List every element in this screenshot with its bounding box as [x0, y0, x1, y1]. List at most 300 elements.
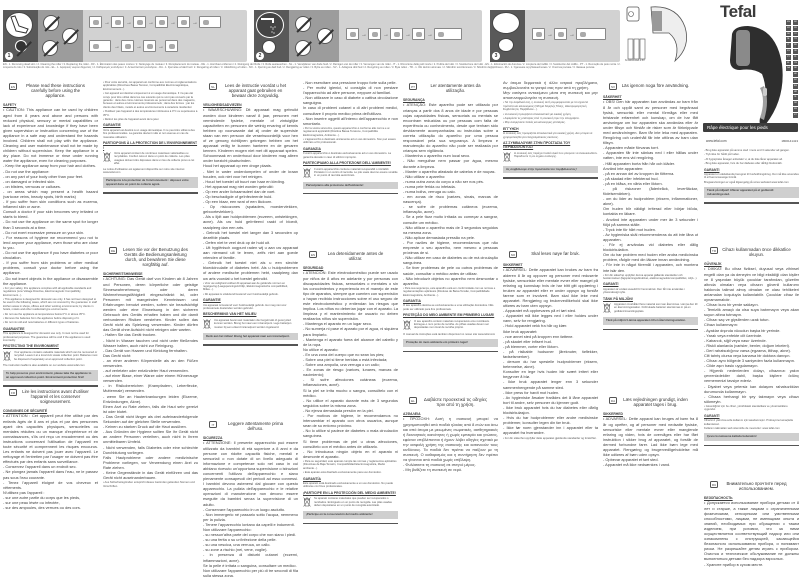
section-heading: SAFETY	[3, 103, 17, 107]
paragraph: - Conservare l'apparecchio in un luogo asciutto.	[203, 506, 286, 512]
no-damaged-skin-icon	[42, 40, 58, 56]
section-fr	[3, 386, 98, 566]
language-code-chip: HU	[794, 73, 797, 76]
paragraph: - Ne plongez jamais l'appareil dans l'eau, ne le passez pas sous l'eau courante.	[3, 469, 98, 480]
paragraph: - För inte in något föremål i apparaten, och montera inte isär den.	[603, 262, 698, 273]
paragraph: - Keine Gegenstände in das Gerät einführen und das Gerät nicht auseinanderbauen.	[103, 469, 198, 481]
appliance-diagram	[625, 3, 697, 65]
paragraph: - Μη βυθίζετε τη συσκευή σε νερό.	[403, 467, 463, 473]
language-code-chip: HR	[794, 90, 797, 93]
intro-text: Cihazı kullanmadan önce dikkatlice okuyun.	[722, 247, 791, 257]
fine-print: • Για την ασφάλειά σας, η συσκευή αυτή συμμορφώνεται με τα ισχύοντα πρότυπα και κανονισμούς (Οδηγία Χαμηλής Τάσης, Ηλεκτρομαγνητική Συμβατότητα, Περιβάλλον...).	[503, 101, 589, 112]
fine-print: • Pour votre sécurité, cet appareil est conforme aux normes et réglementations applicables (Directives Basse Tension, Compatibilité Electromagnétique, Environnement...).	[103, 81, 197, 91]
foot-icon	[5, 12, 33, 38]
section-da	[603, 394, 698, 566]
fine-print: • Voor uw veiligheid voldoet dit apparaat aan de geldende normen en regelgeving (Laagspanningsrichtlijn, Elektromagnetische compatibiliteit, Milieu...).	[203, 281, 289, 292]
language-header	[403, 397, 498, 407]
paragraph: - Hijyenik nedenlerden dolayı, cihazınızı yakın çevrenizdekiler dahil, başka kişilere ödünç vermemenizi tavsiye ederiz.	[704, 368, 799, 384]
paragraph: - sur des ampoules, des verrues ou des cors.	[3, 505, 81, 511]
language-code-chip: FR	[787, 26, 790, 29]
fine-print: - Brug ikke apparatet på samme sted i mere end 3 sekunder ad gangen.	[704, 149, 790, 152]
section-heading: SEGURIDAD	[303, 266, 324, 270]
paragraph: N'utilisez pas l'appareil :	[3, 489, 45, 495]
paragraph: - Ikke bruk apparatet lenger enn 3 sekunder sammenhengende på samme sted.	[503, 379, 598, 390]
instruction-frame	[155, 16, 168, 28]
paragraph: Se la pelle è irritata o sanguina, consultare un medico.	[203, 562, 297, 568]
paragraph: - Niet in water onderdompelen of onder de kraan houden, ook niet voor het reinigen.	[203, 168, 298, 179]
arrow-right-icon: →	[136, 44, 142, 50]
language-header	[103, 247, 198, 267]
section-da-continued	[704, 148, 799, 244]
language-code-chip: NL	[787, 38, 790, 41]
paragraph: Om du har problem med huden eller andra medicinska problem, rådgör med din läkare innan användning.	[603, 252, 698, 263]
language-code-chip: CS	[794, 61, 797, 64]
paragraph: - Do not use the appliance:	[3, 168, 50, 174]
instruction-frame	[121, 40, 134, 52]
section-en	[3, 80, 98, 386]
paragraph: Das Gerät nicht:	[103, 352, 132, 358]
intro-text: Skal leses nøye før bruk.	[531, 251, 580, 256]
intro-text: Leggere attentamente prima dell'uso.	[227, 421, 284, 431]
paragraph: Houd het apparaat op een droge plaats.	[203, 163, 272, 169]
paragraph: - auf einer Blase, einer Warze oder einem Hühnerauge verwenden.	[103, 373, 198, 384]
crossed-bin-icon	[303, 168, 311, 179]
intro-text: Læs vejledningen grundigt, inden apparatet tages i brug.	[623, 397, 688, 407]
section-heading: GARANTI	[603, 282, 619, 287]
environment-text: Apparaten innehåller flera material som kan återvinnas. Lämna den till en återvinningsstation. Förbrukade batterier ska lämnas in på en godkänd insamlingsplats.	[614, 303, 698, 313]
fine-print: Η συσκευή σας προορίζεται αποκλειστικά για οικιακή χρήση. Δεν μπορεί να χρησιμοποιηθεί για επαγγελματικούς σκοπούς.	[503, 132, 593, 139]
section-sv	[603, 80, 698, 394]
fine-print: • Retirez les piles de l'appareil avant de le jeter.	[103, 118, 160, 122]
instruction-frame	[89, 40, 111, 52]
paragraph: - Op een ander lichaamsdeel dan de voet.	[203, 188, 276, 194]
paragraph: - Non inserire oggetti all'interno dell'apparecchio e non smontarlo.	[303, 115, 398, 126]
section-divider	[403, 351, 498, 352]
paragraph: - Φυλάσσετε τη συσκευή σε στεγνό μέρος.	[403, 462, 476, 468]
paragraph: - Yaralı veya enfekte cilt üzerinde.	[704, 332, 763, 338]
paragraph: - Não utilizar o aparelho:	[403, 173, 446, 179]
section-heading: GARANZIA	[303, 146, 321, 151]
paragraph: Einen Arzt zu Rate ziehen, falls die Haut sehr gereizt ist oder blutet.	[103, 403, 198, 414]
paragraph: - Tenez l'appareil éloigné de vos cheveux et vêtements.	[3, 479, 98, 490]
paragraph: - No introduzca ningún objeto en el aparato ni desmonte el aparato.	[303, 448, 398, 459]
paragraph: Konsulter en lege hvis huden blir svært irritert eller begynner å blø.	[503, 369, 598, 380]
language-code-badge: PT	[409, 83, 417, 90]
paragraph: - Oefen niet te veel druk op de huid uit.	[203, 239, 271, 245]
fine-print: • Para sua segurança, este aparelho está em conformidade com as normas e regulamentações aplicáveis (Diretivas de Baixa Tensão, Compatibilidade Eletromagnética, Ambiente...).	[403, 286, 496, 297]
appliance-outline-icon	[625, 3, 697, 65]
step-2-dark-section	[254, 10, 289, 62]
section-heading: PARTECIPIAMO ALLA PROTEZIONE DELL'AMBIENTE!	[303, 161, 391, 166]
instruction-frame	[177, 16, 190, 28]
language-header	[503, 251, 598, 258]
language-codes-left	[786, 20, 791, 71]
paragraph: - Conservez l'appareil dans un endroit sec.	[3, 464, 77, 470]
paragraph: - noe annet sted på kroppen enn føttene.	[503, 333, 574, 339]
arrow-right-icon: →	[383, 32, 389, 38]
fine-print: This appliance is designed for domestic use only. It must not be used for professional purposes. The guarantee will be void if the appliance is used incorrectly.	[3, 332, 91, 342]
fine-print: • Η συσκευή προορίζεται αποκλειστικά για οικιακή χρήση.	[503, 112, 572, 116]
fine-print: • Aus Sicherheitsgründen entspricht dieses Gerät den geltenden Normen und Vorschriften.	[103, 481, 195, 488]
environment-notice	[3, 351, 98, 362]
environment-notice	[103, 152, 198, 166]
instruction-frame	[111, 16, 124, 28]
paragraph: - Använd inte apparaten under mer än 3 sekunder i följd på samma ställe.	[603, 216, 698, 227]
paragraph: - Ikke press for hardt mot huden.	[503, 389, 560, 395]
section-divider	[603, 329, 698, 330]
paragraph: - auf verletzter oder entzündeter Haut verwenden.	[103, 368, 189, 374]
fine-print: Este aparato está destinado exclusivamente a un uso doméstico. No puede utilizarse con fines profesionales.	[303, 481, 393, 489]
paragraph: • ADVARSEL: Dette apparat kan bruges af børn fra 8 år og opefter, og af personer med nedsatte fysiske, sensoriske eller mentale evner eller manglende erfaring og viden, hvis de overvåges eller har fået instruktion i sikker brug af apparatet, og forstår de dermed forbundne farer. Lad ikke børn lege med apparatet. Rengøring og brugervedligeholdelse må ikke udføres af børn uden opsyn.	[603, 416, 698, 458]
step-number: 2	[256, 52, 264, 60]
fine-print: • Cet appareil est destiné uniquement à un usage domestique. Il n'a pas été conçu pour être utilisé dans les cas suivants qui ne sont pas couverts par la garantie : dans des coins cuisines réservés au personnel dans des magasins, bureaux et autres environnements professionnels ; dans des fermes ; par les clients des hôtels, motels et autres environnements à caractère résidentiel.	[103, 92, 196, 109]
highlight-box: Tänk på miljön! Lämna apparaten till en återvinningsstation.	[603, 317, 698, 325]
intro-text: Lesen Sie vor der Benutzung des Geräts die Bedienungsanleitung durch, und bewahren Sie diese sorgfältig auf.	[123, 247, 188, 267]
instruction-frame	[434, 28, 462, 40]
paragraph: - Als u lijdt aan huidproblemen (eczeem, ontstekingen, acne). Als uw huid geïrriteerd raakt of bloedt, raadpleeg dan een arts.	[203, 214, 298, 230]
paragraph: - Apparatet må oppbevares på et tørt sted.	[503, 308, 577, 314]
fine-print: Cihazınız yalnızca evde kullanım için tasarlanmıştır. Profesyonel amaçlarla kullanılamaz.	[704, 419, 793, 426]
instruction-frame	[346, 28, 359, 40]
crossed-bin-icon	[503, 152, 511, 163]
paragraph: - Das Gerät von Haaren und Kleidung fernhalten.	[103, 347, 188, 353]
paragraph: - Keinen zu starken Druck auf die Haut ausüben.	[103, 424, 187, 430]
paragraph: Μην εισάγετε αντικείμενα μέσα στη συσκευή και μην αποσυναρμολογείτε τη συσκευή.	[503, 90, 598, 101]
fine-print: La notice d'utilisation est également disponible sur notre site internet www.tefal.com	[103, 167, 185, 174]
paragraph: - på riskzoner (åderbråck, leverfläckar, födelsemärken).	[603, 186, 698, 197]
fine-print: Il vostro apparecchio è destinato esclusivamente ad un uso domestico. La garanzia decade in caso di utilizzo improprio.	[303, 152, 391, 159]
paragraph: - Av hygieniska skäl rekommenderas du att inte låna ut apparaten.	[603, 231, 698, 242]
paragraph: - på en annan del av kroppen än fötterna.	[603, 170, 675, 176]
paragraph: - Riskli alanlarda (varisler, benler, doğum lekeleri).	[704, 342, 791, 348]
paragraph: - If you suffer from skin problems or other medical problems, consult your doctor before using the appliance.	[3, 260, 98, 276]
highlight-box: Çevre korumasına katkıda bulunalım!	[704, 433, 799, 441]
section-ru	[704, 478, 799, 566]
section-heading: GARANTI	[704, 167, 720, 172]
section-divider	[303, 523, 398, 524]
arrow-right-icon: →	[192, 20, 198, 26]
paragraph: • ATTENZIONE: Il presente apparecchio può essere utilizzato da bambini di età superiore a 8 anni e da persone con ridotte capacità fisiche, mentali e sensoriali o non dotate di un livello adeguato di informazione e competenze solo nel caso in cui abbiano ricevuto un'opportuna supervisione o istruzioni concernenti l'utilizzo dell'apparecchio e siano pienamente consapevoli dei pericoli ad esso connessi. I bambini devono astenersi dal giocare con questo apparecchio. La pulizia dell'apparecchio e le relative operazioni di manutenzione non devono essere eseguite da bambini senza la supervisione di un adulto.	[203, 440, 298, 507]
intro-text: Lees de instructie voordat u het apparaat gaat gebruiken en bewaar deze zorgvuldig.	[224, 83, 287, 98]
arrow-right-icon: →	[170, 20, 176, 26]
paragraph: • OBS! Den här apparaten kan användas av barn från 8 år och uppåt samt av personer med begränsad fysisk, sensorisk eller mental förmåga eller med bristande erfarenhet och kunskap, om de har fått anvisningar om hur apparaten ska användas eller är under tillsyn och förstår de risker som är förknippade med användningen. Barn får inte leka med apparaten. Rengöring och underhåll får inte utföras av barn utan tillsyn.	[603, 99, 698, 146]
roller-icon	[262, 40, 276, 54]
paragraph: - an einer anderen Körperstelle als an den Füßen verwenden.	[103, 357, 198, 368]
crossed-bin-icon	[403, 320, 411, 331]
paragraph: Si la piel se irrita mucho o sangra, consúltelo con el médico.	[303, 387, 398, 398]
instruction-frame	[89, 16, 102, 28]
language-code-chip: SK	[794, 67, 797, 70]
fine-print: • Αφαιρέστε τις μπαταρίες από τη συσκευή πριν την απορρίψετε.	[503, 117, 580, 120]
paragraph: - Gebruik het toestel niet als u een slechte bloedcirculatie of diabetes hebt. Als u huidproblemen of andere medische problemen hebt, raadpleeg dan uw arts voordat u het toestel gebruikt.	[203, 260, 298, 281]
step-number: 3	[492, 52, 500, 60]
arrow-right-icon: →	[569, 32, 575, 38]
section-tr	[704, 244, 799, 478]
fine-print: O seu aparelho destina-se exclusivamente a uma utilização doméstica. Não pode ser utilizado para fins profissionais.	[403, 304, 494, 311]
language-code-chip: EL	[787, 61, 790, 64]
fine-print: O manual de instruções está também disponível no nosso site www.tefal.com	[403, 332, 496, 336]
language-code-chip: ES	[787, 49, 790, 52]
section-heading: GARANTIE	[203, 298, 221, 303]
paragraph: - Manter o aparelho afastado de cabelos e de roupas.	[403, 168, 496, 174]
paragraph: - No lo utilice si padece de diabetes o mala circulación sanguínea.	[303, 428, 398, 439]
battery-warning-icon	[15, 40, 27, 52]
paragraph: - su nessun'altra parte del corpo che non siano i piedi.	[203, 532, 297, 538]
roller-icon	[498, 38, 514, 52]
environment-text: Il vostro apparecchio contiene materiali recuperabili o riciclabili. Portatelo in un centro di raccolta. Le pile usate devono essere smaltite in un punto di raccolta autorizzato.	[314, 167, 398, 178]
fine-print: • For your safety, this appliance complies with all applicable standards and regulations (Low Voltage Directive, Electromagnetic Compatibility, Environment...).	[3, 286, 92, 297]
paragraph: - on any part of your body other than your feet.	[3, 173, 84, 179]
water-tap-icon	[256, 12, 284, 38]
no-immerse-icon	[295, 16, 311, 32]
paragraph: - Do not insert objects in the appliance or disassemble the appliance.	[3, 275, 98, 286]
fine-print: • Μην αναμιγνύετε παλιές και καινούργιες μπαταρίες.	[503, 121, 566, 125]
language-code-badge: DA	[610, 399, 616, 403]
language-header	[303, 251, 398, 261]
highlight-box: Tænk på miljøet! Aflever apparatet på et godkendt indsamlingssted.	[704, 187, 799, 198]
section-heading: SICUREZZA	[203, 436, 223, 440]
intro-text: Lea detenidamente antes de utilizar.	[327, 251, 384, 261]
arrow-right-icon: →	[405, 32, 411, 38]
section-heading: ΑΣ ΣΥΜΒΑΛΟΥΜΕ ΣΤΗΝ ΠΡΟΣΤΑΣΙΑ ΤΟΥ ΠΕΡΙΒΑΛΛΟΝΤΟΣ!	[503, 141, 571, 150]
paragraph: - Não aplicar demasiada pressão na pele.	[403, 234, 476, 240]
language-code-chip: ET	[794, 113, 797, 116]
paragraph: • DİKKAT: Bu cihaz fiziksel, duyusal veya zihinsel engelli olan ya da deneyim ve bilgi eksikliği olan kişiler ve 8 yaşından büyük çocuklar tarafından, gözetim altında olmaları veya cihazın güvenli kullanımı hakkında talimat almış olmaları ve olası tehlikeleri anlamaları koşuluyla kullanılabilir. Çocuklar cihaz ile oynamamalıdır.	[704, 266, 799, 302]
language-code-chip: SV	[794, 26, 797, 29]
paragraph: - Non utilizzare in caso di diabete o cattiva circolazione sanguigna.	[303, 95, 398, 106]
section-divider	[103, 192, 198, 193]
paragraph: - se sofre de problemas cutâneos (eczema, inflamação, acne).	[403, 204, 498, 215]
paragraph: - Uit hygiënisch oogpunt raden wij u aan uw apparaat aan niemand uit te lenen, zelfs niet aan goede vrienden of familie.	[203, 244, 298, 261]
paragraph: - sur une peau lésée ou infectée,	[3, 500, 60, 505]
paragraph: - Ikke bruk apparatet hvis du har diabetes eller dårlig blodsirkulasjon.	[503, 404, 598, 416]
paragraph: - For reasons of hygiene we recommend you not to lend anyone your appliance, even those who are close to you.	[3, 234, 98, 250]
language-code-chip: PL	[794, 55, 797, 58]
section-heading: БЕЗОПАСНОСТЬ	[704, 496, 733, 500]
paragraph: - Kabarcık, siğil veya nasır üzerinde.	[704, 337, 767, 343]
section-it-continued	[303, 80, 398, 248]
language-code-chip: BG	[794, 84, 797, 87]
instruction-frame	[412, 28, 425, 40]
language-code-chip: PT	[787, 55, 790, 58]
arrow-right-icon: →	[158, 44, 164, 50]
section-heading: GARANTÍA	[303, 476, 321, 481]
fine-print: Votre appareil est destiné à un usage domestique. Il ne peut être utilisé à des fins professionnelles. La garantie devient nulle et non avenue en cas de mauvaise utilisation.	[103, 128, 195, 139]
fine-print: • L'apparecchio è destinato unicamente ad un uso domestico. Non può essere utilizzato a fini professionali.	[303, 138, 396, 145]
language-code-chip: UK	[794, 49, 797, 52]
paragraph: - on blisters, verrucas or calluses.	[3, 183, 61, 189]
section-heading: SICHERHEITSHINWEISE	[103, 272, 143, 276]
language-code-chip: IT	[787, 44, 790, 47]
section-heading: PROTECTING THE ENVIRONMENT	[3, 344, 59, 349]
paragraph: - dersom du har spesielle hudproblemer (eksem, betennelse, akne).	[503, 359, 598, 370]
paragraph: - Não utilizar em caso de diabetes ou de má circulação sanguínea.	[403, 255, 498, 266]
language-code-badge: DE	[110, 249, 116, 253]
paragraph: - Håll apparaten borta från hår och kläder.	[603, 160, 676, 166]
paragraph: - För ej användas vid diabetes eller dålig blodcirkulation.	[603, 242, 698, 253]
step-3-dark-section	[490, 10, 525, 62]
language-code-badge: RU	[711, 483, 717, 487]
intro-text: Läs igenom noga före användning.	[621, 83, 690, 88]
paragraph: - Apparaten måste förvaras torrt.	[603, 145, 660, 151]
paragraph: • Допускается использование прибора детьми от 8 лет и старше, а также лицами с ограниченными физическими, сенсорными или умственными способностями, лицами, не имеющими опыта и знаний, необходимых при обращении с таким изделием, при условии, что за ними осуществляется соответствующий надзор или они ознакомлены с инструкцией, касающейся безопасного использования прибора, и понимают риски. Не разрешайте детям играть с прибором. Очистка и техническое обслуживание не должны выполняться детьми без надзора взрослых.	[704, 500, 799, 562]
fine-print: Brugsanvisningen er også tilgængelig på vores websted www.tefal.com	[704, 180, 789, 184]
language-code-badge: FR	[11, 391, 15, 395]
environment-text: O seu aparelho contém materiais recuperáveis e/ou recicláveis. Entregue-o num ponto de recolha. As pilhas usadas devem ser depositadas num local de recolha próprio.	[414, 319, 490, 330]
language-code-chip: SL	[794, 96, 797, 99]
section-heading: BESCHERMING VAN HET MILIEU	[203, 312, 257, 317]
paragraph: - Mantenga el aparato en un lugar seco.	[303, 321, 372, 327]
paragraph: - Храните прибор в сухом месте.	[704, 561, 764, 567]
fine-print: • This appliance is designed for domestic use only. It has not been designed to be used in the following cases, which are not covered by the guarantee: in staff kitchen areas in shops, offices and other working environments; by clients in hotels, motels and other residential type environments.	[3, 297, 97, 312]
paragraph: - på en blåsa, en vårta eller liktorn.	[603, 180, 663, 186]
step-number: 1	[5, 52, 13, 60]
environment-text: Votre appareil contient de nombreux matériaux valorisables ou recyclables. Confiez celui-ci dans un point de collecte. Les piles usagées doivent être déposées dans un lieu de collecte prévu à cet effet.	[114, 151, 195, 166]
instruction-frame	[143, 40, 156, 52]
paragraph: - Tenere l'apparecchio lontano da capelli e indumenti.	[203, 521, 295, 527]
paragraph: • ACHTUNG: Das Gerät darf von Kindern ab 8 Jahren und Personen, deren körperliche oder geistige Sinneswahrnehmung oder deren Wahrnehmungsfähigkeit eingeschränkt ist, oder Personen mit mangelnden Kenntnissen und Erfahrungen benutzt werden, sofern sie beaufsichtigt werden oder eine Einweisung in den sicheren Gebrauch des Geräts erhalten haben und die damit verbundenen Risiken verstehen. Kinder sollen das Gerät nicht als Spielzeug verwenden. Kinder dürfen das Gerät ohne Aufsicht nicht reinigen oder warten.	[103, 276, 198, 333]
paragraph: - Op risicozones (spataders, moedervlekken, geboortevlekken).	[203, 204, 298, 215]
language-header	[603, 83, 698, 90]
section-divider	[704, 445, 799, 446]
section-heading: GARANTIA	[403, 299, 421, 303]
paragraph: - Por razões de higiene, recomendamos que não empreste o seu aparelho, nem mesmo a pessoas próximas de si.	[403, 239, 498, 256]
section-heading: PROTEÇÃO DO MEIO AMBIENTE EM PRIMEIRO LUGAR!	[403, 313, 495, 318]
paragraph: - If you suffer from skin conditions such as eczema, inflamed skin or acne.	[3, 199, 98, 210]
language-code-badge: ES	[310, 253, 315, 257]
section-divider	[203, 344, 298, 345]
paragraph: - Temizlik amaçlı da olsa suya batırmayın veya akan suyun altına tutmayın.	[704, 307, 799, 318]
step-1-dark-section	[3, 10, 38, 62]
environment-notice	[303, 497, 398, 508]
section-it	[203, 418, 298, 578]
paragraph: - Hvis du har hudproblemer eller andre medisinske problemer, konsulter legen din før bruk.	[503, 415, 598, 426]
paragraph: • ADVARSEL: Dette apparatet kan brukes av barn fra alderen 8 år og oppover og personer med reduserte fysiske, sensoriske eller mentale evner eller mangel på erfaring og kunnskap hvis de har blitt gitt opplæring i bruken av apparatet eller er under oppsyn og forstår farene som er involvert. Barn skal ikke leke med apparatet. Rengjøring og brukervedlikehold skal ikke utføres av barn uten oppsyn.	[503, 267, 598, 309]
fine-print: • Dit apparaat is uitsluitend bestemd voor huishoudelijk gebruik.	[203, 292, 279, 296]
arrow-right-icon: →	[361, 32, 367, 38]
fine-print: • Este aparato está diseñado exclusivamente para uso doméstico.	[303, 471, 382, 475]
paragraph: - Non esercitare una pressione troppo forte sulla pelle.	[303, 80, 397, 85]
paragraph: - sur une autre partie du corps que les pieds,	[3, 494, 81, 500]
section-heading: GARANTIE	[103, 123, 121, 128]
fine-print: - Af hygiejniske årsager anbefaler vi, at du ikke låner apparatet ud.	[704, 157, 783, 161]
paragraph: Non utilizzare l'apparecchio:	[203, 527, 252, 532]
environment-text: Η συσκευή σας περιέχει πολλά υλικά που μπορούν να ανακυκλωθούν. Παραδώστε τη σε σημείο συλλογής.	[514, 151, 598, 159]
website: www.tefal.com	[706, 139, 727, 143]
language-code-badge: EN	[10, 85, 16, 89]
language-header	[704, 481, 799, 491]
paragraph: - Do not exert excessive pressure on your skin.	[3, 229, 85, 235]
paragraph: - Gebruik het toestel niet langer dan 3 seconden op dezelfde plaats.	[203, 229, 298, 240]
instruction-frame	[554, 28, 567, 40]
paragraph: - su zone a rischio (nei, vene, voglie).	[203, 547, 268, 553]
fine-print: - Tryk ikke for hårdt på huden.	[704, 153, 740, 157]
paragraph: - Deri rahatsızlığınız varsa (egzama, iltihap, akne).	[704, 347, 791, 353]
paragraph: - Cihazı aynı bölgede 3 saniyeden fazla kullanmayın.	[704, 358, 796, 364]
paragraph: Cihazı kullanmayın:	[704, 322, 738, 328]
paragraph: - Cihazı kuru bir yerde saklayın.	[704, 302, 759, 308]
paragraph: - Op een blaar, een wrat of een likdoorn.	[203, 199, 273, 205]
fine-print: Uw apparaat is bestemd voor huishoudelijk gebruik. Het mag niet voor professionele doeleinden worden gebruikt.	[203, 303, 287, 311]
section-heading: SÄKERHET	[603, 95, 622, 99]
section-divider	[503, 177, 598, 178]
paragraph: - numa bolha, verruga ou calo.	[403, 189, 456, 194]
language-code-badge: NO	[510, 253, 516, 257]
section-no	[503, 248, 598, 566]
paragraph: - Cihazı saç ve giysilerden uzak tutun.	[704, 317, 770, 323]
no-water-icon	[43, 15, 59, 31]
paragraph: - Nicht verwenden, falls Diabetes oder eine schlechte Durchblutung vorliegen.	[103, 444, 198, 455]
environment-notice	[503, 152, 598, 163]
paragraph: - Se tiver problemas de pele ou outros problemas de saúde, consultar o médico antes de utilizar.	[403, 265, 498, 276]
language-code-chip: DA	[787, 67, 790, 70]
language-header	[203, 421, 298, 431]
environment-text: Uw apparaat bevat veel materialen die hergebruikt of gerecycled kunnen worden. Breng het naar een inzamelpunt. Lege batterijen moeten bij een erkend inzamelpunt worden ingeleverd.	[214, 318, 292, 329]
paragraph: - Não introduzir objetos no aparelho nem desmontar o aparelho.	[403, 275, 498, 286]
paragraph: - Tryck inte för hårt mot huden.	[603, 226, 656, 232]
paragraph: • WAARSCHUWING: Dit apparaat mag gebruikt worden door kinderen vanaf 8 jaar, personen met verminderde fysieke, mentale of zintuiglijke capaciteiten en personen die weinig ervaring of kennis hebben op voorwaarde dat zij onder de supervisie staan van een persoon die verantwoordelijk voor hen of ze genoeg richtlijnen gekregen hebben om het apparaat veilig te kunnen hanteren en de gevaren kennen. Kinderen mogen niet met dit apparaat spelen. Schoonmaak en onderhoud door kinderen mag alleen onder toezicht plaatsvinden.	[203, 107, 298, 164]
paragraph: - Houd het toestel uit buurt van haar en kleding.	[203, 178, 285, 184]
instruction-frame	[368, 28, 381, 40]
step-3-panel	[490, 10, 620, 62]
paragraph: In caso di problemi cutanei o di altri problemi medici, consultare il proprio medico prima dell'utilizzo.	[303, 105, 398, 116]
environment-notice	[203, 319, 298, 330]
arrow-right-icon: →	[547, 32, 553, 38]
language-header	[203, 83, 298, 98]
highlight-box: Ας συμβάλουμε στην προστασία του περιβάλλοντος!	[503, 166, 598, 174]
language-code-chip: EN	[787, 21, 790, 23]
fine-print: • Para su seguridad, este aparato cumple las normas y reglamentos aplicables (Directivas de Baja Tensión, Compatibilidad Electromagnética, Medio ambiente...).	[303, 459, 397, 470]
environment-notice	[403, 320, 498, 331]
paragraph: Om huden blir väldigt irriterad eller börjar blöda, kontakta en läkare.	[603, 206, 698, 217]
paragraph: - Ayaklar dışında vücudun başka bir yerinde.	[704, 327, 781, 333]
paragraph: - Op beschadigde of geïnfecteerde huid.	[203, 194, 273, 199]
step-2-prohibitions	[289, 10, 339, 62]
paragraph: • ΠΡΟΣΟΧΗ: Αυτή η συσκευή μπορεί να χρησιμοποιηθεί από παιδιά ηλικίας από 8 ετών και άνω και από άτομα με μειωμένες σωματικές, αισθητηριακές ή διανοητικές ικανότητες ή χωρίς εμπειρία και γνώσεις, εφόσον επιβλέπονται ή έχουν λάβει οδηγίες σχετικά με την ασφαλή χρήση της συσκευής και κατανοούν τους κινδύνους. Τα παιδιά δεν πρέπει να παίζουν με τη συσκευή. Ο καθαρισμός και η συντήρηση δεν πρέπει να γίνονται από παιδιά χωρίς επίβλεψη.	[403, 416, 498, 463]
paragraph: - Diyabet veya yetersiz kan dolaşımı rahatsızlıkları durumunda kullanmayın.	[704, 383, 799, 394]
arrow-right-icon: →	[104, 20, 110, 26]
paragraph: - Sobre una piel si tiene heridas o está infectada;	[303, 357, 388, 362]
instruction-frame	[576, 28, 606, 40]
paragraph: - No utilice el aparato durante más de 3 segundos seguidos sobre la misma zona.	[303, 397, 398, 408]
battery-label: 3x LR03 AAA 1.5V	[625, 59, 645, 62]
section-heading: GARANTİ	[704, 413, 720, 418]
paragraph: - Per motivi igienici, si consiglia di non prestare l'apparecchio ad altre persone, neppure ai familiari.	[303, 85, 398, 96]
fine-print: Kullanım talimatları web sitemizde de mevcuttur: www.tefal.com	[704, 426, 780, 430]
environment-text: Your appliance contains valuable materials which can be recovered or recycled. Leave it at a local civic waste collection point. Batteries must be disposed of separately at an approved collection point.	[14, 350, 98, 361]
arrow-right-icon: →	[148, 20, 154, 26]
no-dishwasher-icon	[317, 28, 333, 44]
section-el-continued	[503, 80, 598, 248]
section-heading: ΑΣΦΑΛΕΙΑ	[403, 412, 421, 416]
section-heading: TÄNK PÅ MILJÖN!	[603, 296, 633, 301]
product-image	[724, 24, 786, 128]
crossed-bin-icon	[3, 351, 11, 362]
paragraph: - Do not use the appliance if you have diabetes or poor circulation.	[3, 250, 98, 261]
product-title: Râpe électrique pour les pieds	[703, 123, 798, 132]
language-code-badge: TR	[712, 249, 716, 253]
language-code-chip: SR	[794, 102, 797, 105]
section-es	[303, 248, 398, 566]
paragraph: - Aus Gründen der Hygiene sollten Sie Ihr Gerät nicht an andere Personen verleihen, auch nicht in Ihrem unmittelbaren Umfeld.	[103, 429, 198, 445]
paragraph: - Si sufre afecciones cutáneas (eczema, inflamaciones, acné).	[303, 377, 398, 388]
fine-print: Apparaten är endast avsedd för hemmabruk. Den får inte användas i yrkesmässigt syfte.	[603, 287, 685, 295]
no-rinse-icon	[295, 40, 311, 56]
paragraph: - Nicht in Wasser tauchen und nicht unter fließendes Wasser halten, auch nicht zur Reinigung.	[103, 337, 198, 348]
paragraph: - su una vescica, una verruca, un callo.	[203, 542, 271, 548]
paragraph: - numa outra zona do corpo a não ser nos pés.	[403, 178, 484, 184]
step-1-prohibitions	[38, 10, 83, 62]
